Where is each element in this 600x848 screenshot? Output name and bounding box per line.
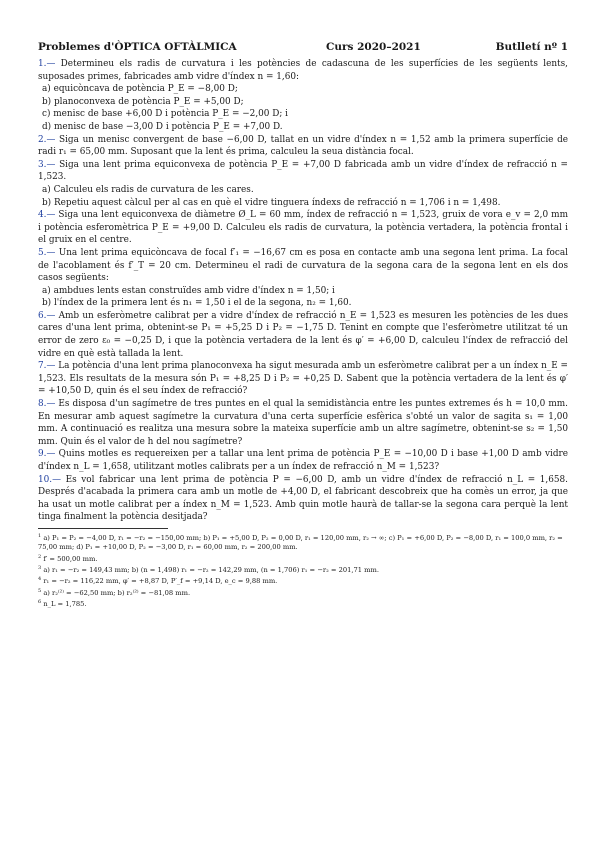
problem-text: Es disposa d'un sagímetre de tres puntes en el qual la semidistància entre les puntes extremes és h = 10,0 mm. En mesurar amb aquest sagímetre la curvatura d'una certa superfície esfèrica s'obté un valor de sagita s₁ = 1,00 mm. A continuació es realitza una mesura sobre la mateixa superfície amb un altre sagímetre, obtenint-se s₂ = 1,50 mm. Quin és el valor de h del nou sagímetre? xyxy=(38,399,568,447)
problem-statement xyxy=(38,360,568,398)
footnote xyxy=(38,532,568,553)
footnote-text: f′ = 500,00 mm. xyxy=(41,554,98,563)
problem-statement xyxy=(38,247,568,285)
footnote-mark: 4 xyxy=(38,576,42,583)
problem-1 xyxy=(38,58,568,134)
document-page xyxy=(38,40,568,610)
problem-text: Quins motles es requereixen per a tallar una lent prima de potència P_E = −10,00 D i base +1,00 D amb vidre d'índex n_L = 1,658, utilitzant motles calibrats per a un índex de refracció n_M = 1,523? xyxy=(38,449,568,472)
problem-7 xyxy=(38,360,568,398)
problem-subitem: a) ambdues lents estan construïdes amb vidre d'índex n = 1,50; i xyxy=(42,285,335,296)
problem-number: 5.— xyxy=(38,247,59,258)
problem-subitem: d) menisc de base −3,00 D i potència P_E = +7,00 D. xyxy=(42,121,283,132)
problem-statement xyxy=(38,310,568,360)
problem-number: 3.— xyxy=(38,159,60,170)
problem-number: 9.— xyxy=(38,449,59,460)
footnote-mark: 1 xyxy=(38,532,42,539)
problem-text: Siga una lent equiconvexa de diàmetre Ø_L = 60 mm, índex de refracció n = 1,523, gruix de vora e_v = 2,0 mm i potència esferomètrica P_E = +9,00 D. Calculeu els radis de curvatura, la potència vertadera, la potència frontal i el gruix en el centre. xyxy=(38,210,569,246)
footnote-mark: 5 xyxy=(38,587,42,594)
document-title: Problemes d'ÒPTICA OFTÀLMICA xyxy=(38,41,237,53)
footnote-mark: 2 xyxy=(38,553,42,560)
footnote xyxy=(38,598,568,609)
problem-number: 2.— xyxy=(38,134,60,145)
problem-text: Amb un esferòmetre calibrat per a vidre d'índex de refracció n_E = 1,523 es mesuren les potències de les dues cares d'una lent prima, obtenint-se P₁ = +5,25 D i P₂ = −1,75 D. Tenint en compte que l'esferòmetre utilitzat té un error de zero ε₀ = −0,25 D, i que la potència vertadera de la lent és φ′ = +6,00 D, calculeu l'índex de refracció del vidre en què està tallada la lent. xyxy=(38,310,568,359)
problem-5 xyxy=(38,247,568,310)
problem-number: 1.— xyxy=(38,59,61,69)
footnote-mark: 3 xyxy=(38,565,42,572)
problem-list xyxy=(38,58,568,524)
bulletin-label: Butlletí nº 1 xyxy=(495,41,568,53)
problem-subitem: b) planoconvexa de potència P_E = +5,00 D; xyxy=(42,96,244,107)
problem-subitem: b) Repetiu aquest càlcul per al cas en què el vidre tinguera índexs de refracció n = 1,706 i n = 1,498. xyxy=(42,197,501,208)
problem-subitem: a) Calculeu els radis de curvatura de les cares. xyxy=(42,184,254,195)
problem-8 xyxy=(38,398,568,448)
problem-statement xyxy=(38,448,568,473)
problem-statement xyxy=(38,58,568,83)
problem-text: Determineu els radis de curvatura i les potències de cadascuna de les superfícies de les següents lents, suposades primes, fabricades amb vidre d'índex n = 1,60: xyxy=(38,59,568,82)
footnote-text: n_L = 1,785. xyxy=(41,600,87,609)
problem-text: Es vol fabricar una lent prima de potència P = −6,00 D, amb un vidre d'índex de refracció n_L = 1,658. Després d'acabada la primera cara amb un motle de +4,00 D, el fabricant descobreix que ha comès un error, ja que ha usat un motle calibrat per a índex n_M = 1,523. Amb quin motle haurà de tallar-se la segona cara perquè la lent tinga finalment la potència desitjada? xyxy=(38,474,568,523)
problem-number: 10.— xyxy=(38,474,66,485)
problem-number: 6.— xyxy=(38,310,59,321)
footnote-text: a) P₁ = P₂ = −4,00 D, r₁ = −r₂ = −150,00 mm; b) P₁ = +5,00 D, P₂ = 0,00 D, r₁ = 120,00 mm, r₂ → ∞; c) P₁ = +6,00 D, P₂ = −8,00 D, r₁ = 100,0 mm, r₂ = 75,00 mm; d) P₁ = +10,00 D, P₂ = −3,00 D, r₁ = 60,00 mm, r₂ = 200,00 mm. xyxy=(38,534,563,552)
problem-4 xyxy=(38,209,568,247)
footnote-mark: 6 xyxy=(38,599,42,606)
footnote-list xyxy=(38,532,568,610)
footnote-rule xyxy=(38,528,168,529)
footnote-text: a) r₁ = −r₂ = 149,43 mm; b) (n = 1,498) r₁ = −r₂ = 142,29 mm, (n = 1,706) r₁ = −r₂ = 201,71 mm. xyxy=(41,566,379,575)
problem-subitem: c) menisc de base +6,00 D i potència P_E = −2,00 D; i xyxy=(42,109,289,120)
footnote xyxy=(38,564,568,575)
problem-statement xyxy=(38,159,568,184)
document-header xyxy=(38,40,568,58)
problem-text: La potència d'una lent prima planoconvexa ha sigut mesurada amb un esferòmetre calibrat per a un índex n_E = 1,523. Els resultats de la mesura són P₁ = +8,25 D i P₂ = +0,25 D. Sabent que la potència vertadera de la lent és φ′ = +10,50 D, quin és el seu índex de refracció? xyxy=(38,361,568,397)
problem-6 xyxy=(38,310,568,360)
problem-statement xyxy=(38,134,568,159)
footnote xyxy=(38,587,568,598)
footnote-text: r₁ = −r₂ = 116,22 mm, φ′ = +8,87 D, P′_f = +9,14 D, e_c = 9,88 mm. xyxy=(41,577,278,586)
problem-number: 8.— xyxy=(38,399,59,410)
problem-text: Siga una lent prima equiconvexa de potència P_E = +7,00 D fabricada amb un vidre d'índex de refracció n = 1,523. xyxy=(38,159,568,183)
course-label: Curs 2020–2021 xyxy=(326,41,421,53)
problem-number: 7.— xyxy=(38,361,59,372)
problem-3 xyxy=(38,159,568,209)
problem-subitem: b) l'índex de la primera lent és n₁ = 1,50 i el de la segona, n₂ = 1,60. xyxy=(42,298,352,309)
problem-statement xyxy=(38,398,568,448)
problem-subitem: a) equicòncava de potència P_E = −8,00 D; xyxy=(42,84,238,95)
problem-number: 4.— xyxy=(38,210,59,221)
problem-10 xyxy=(38,474,568,524)
problem-9 xyxy=(38,448,568,473)
footnote-text: a) r₂⁽²⁾ = −62,50 mm; b) r₂⁽²⁾ = −81,08 mm. xyxy=(41,589,191,598)
footnote xyxy=(38,575,568,586)
problem-2 xyxy=(38,134,568,159)
problem-text: Siga un menisc convergent de base −6,00 D, tallat en un vidre d'índex n = 1,52 amb la primera superfície de radi r₁ = 65,00 mm. Suposant que la lent és prima, calculeu la seua distància focal. xyxy=(38,134,568,158)
problem-statement xyxy=(38,209,568,247)
footnote xyxy=(38,553,568,564)
problem-text: Una lent prima equicòncava de focal f′₁ = −16,67 cm es posa en contacte amb una segona lent prima. La focal de l'acoblament és f′_T = 20 cm. Determineu el radi de curvatura de la segona cara de la segona lent en els dos casos següents: xyxy=(38,247,568,284)
problem-statement xyxy=(38,474,568,524)
